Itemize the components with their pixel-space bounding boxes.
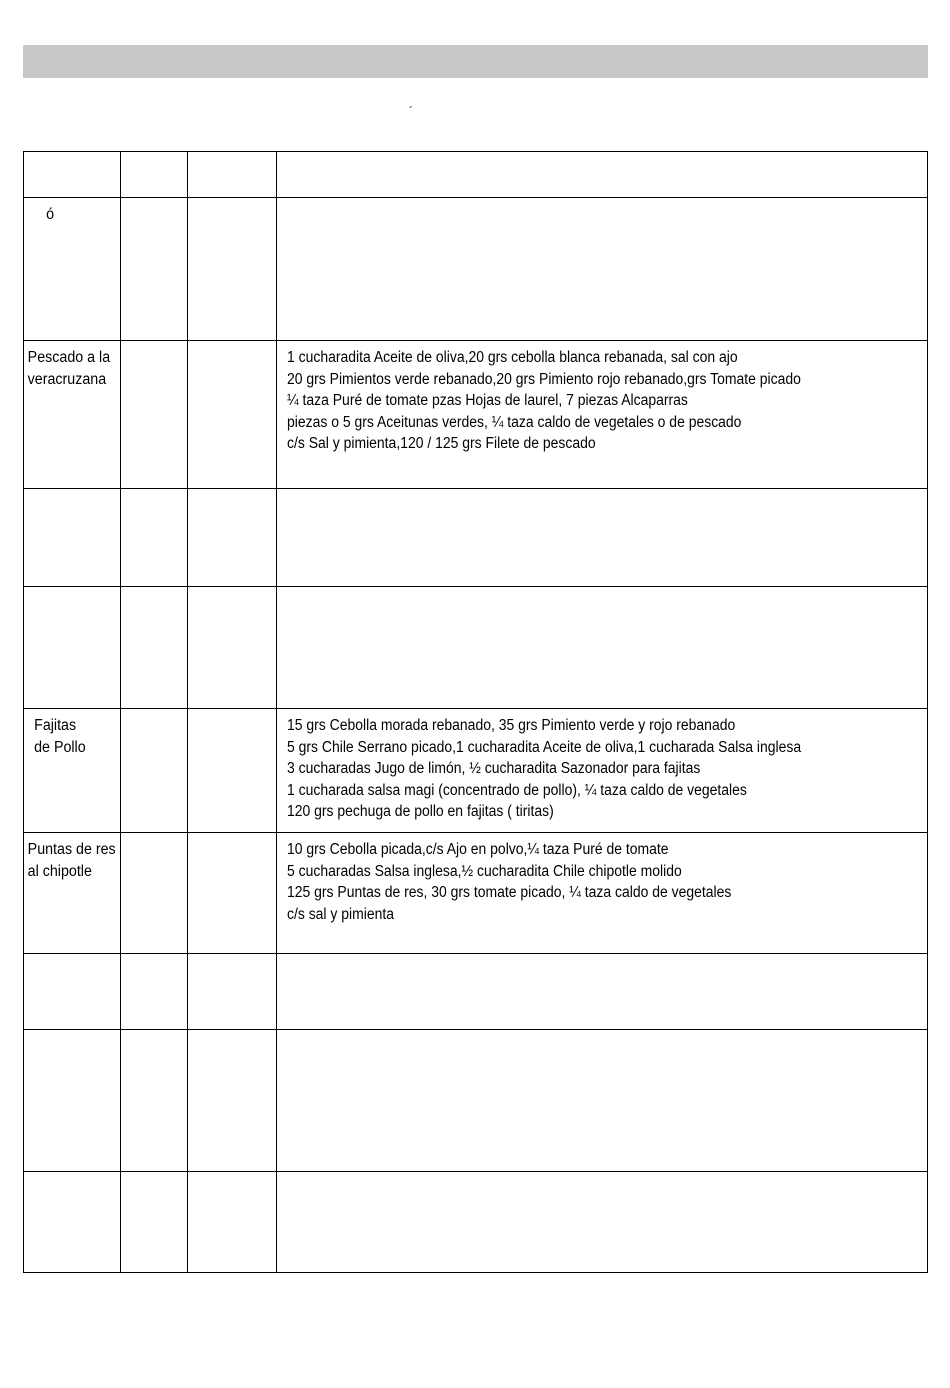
ingredients-cell <box>277 587 928 709</box>
dish-name-cell <box>24 1030 121 1172</box>
header-banner <box>23 45 928 78</box>
dish-name-cell <box>24 587 121 709</box>
table-row <box>24 198 928 341</box>
portion-cell <box>121 1172 188 1273</box>
ingredients-list <box>277 954 927 960</box>
ingredient-line: c/s sal y pimienta <box>287 905 395 923</box>
dish-name-line: Pescado a la <box>27 349 111 366</box>
ingredient-line: 1 cucharada salsa magi (concentrado de pollo), ¼ taza caldo de vegetales <box>287 781 747 799</box>
accent-mark: ´ <box>409 104 413 118</box>
ingredients-list <box>277 1030 927 1036</box>
portion-cell <box>121 152 188 198</box>
dish-name <box>24 1172 112 1178</box>
portion-cell <box>121 1030 188 1172</box>
dish-name-line: de Pollo <box>34 739 86 756</box>
dish-name-cell <box>24 489 121 587</box>
unit-cell <box>188 587 277 709</box>
unit-cell <box>188 954 277 1030</box>
unit-cell <box>188 709 277 833</box>
dish-name-cell <box>24 1172 121 1273</box>
dish-name <box>24 198 112 226</box>
ingredients-list <box>277 152 927 158</box>
unit-cell <box>188 152 277 198</box>
dish-name-line: veracruzana <box>27 371 107 388</box>
ingredient-line: 20 grs Pimientos verde rebanado,20 grs Pimiento rojo rebanado,grs Tomate picado <box>287 370 801 388</box>
table-row <box>24 587 928 709</box>
portion-cell <box>121 341 188 489</box>
table-row <box>24 1030 928 1172</box>
recipe-table <box>23 151 928 1273</box>
dish-name <box>24 709 112 759</box>
dish-name-line: ó <box>46 206 55 223</box>
ingredient-line: 125 grs Puntas de res, 30 grs tomate picado, ¼ taza caldo de vegetales <box>287 884 732 901</box>
unit-cell <box>188 341 277 489</box>
ingredients-list <box>277 1172 927 1178</box>
ingredient-line: 5 cucharadas Salsa inglesa,½ cucharadita Chile chipotle molido <box>287 862 682 880</box>
portion-cell <box>121 954 188 1030</box>
portion-cell <box>121 709 188 833</box>
dish-name <box>24 587 112 593</box>
ingredients-list <box>277 198 927 204</box>
ingredients-cell <box>277 489 928 587</box>
portion-cell <box>121 833 188 954</box>
table-row <box>24 833 928 954</box>
table-row <box>24 341 928 489</box>
dish-name <box>24 489 112 495</box>
dish-name-cell <box>24 833 121 954</box>
ingredients-cell <box>277 954 928 1030</box>
dish-name-cell <box>24 198 121 341</box>
dish-name-line: al chipotle <box>27 863 92 880</box>
dish-name <box>24 341 112 391</box>
unit-cell <box>188 1172 277 1273</box>
unit-cell <box>188 833 277 954</box>
ingredient-line: ¼ taza Puré de tomate pzas Hojas de laurel, 7 piezas Alcaparras <box>287 392 688 409</box>
ingredient-line: 3 cucharadas Jugo de limón, ½ cucharadita Sazonador para fajitas <box>287 760 701 777</box>
dish-name <box>24 1030 112 1036</box>
dish-name <box>24 833 116 883</box>
dish-name-cell <box>24 341 121 489</box>
dish-name <box>24 152 112 158</box>
table-row <box>24 1172 928 1273</box>
table-row <box>24 954 928 1030</box>
portion-cell <box>121 489 188 587</box>
portion-cell <box>121 587 188 709</box>
unit-cell <box>188 489 277 587</box>
ingredients-list <box>277 833 927 925</box>
dish-name-cell <box>24 954 121 1030</box>
ingredients-list <box>277 489 927 495</box>
ingredient-line: 15 grs Cebolla morada rebanado, 35 grs Pimiento verde y rojo rebanado <box>287 717 736 734</box>
dish-name-line: Fajitas <box>34 717 77 734</box>
ingredients-cell <box>277 341 928 489</box>
ingredient-line: 10 grs Cebolla picada,c/s Ajo en polvo,¼ taza Puré de tomate <box>287 841 669 858</box>
table-header-row <box>24 152 928 198</box>
ingredient-line: 120 grs pechuga de pollo en fajitas ( tiritas) <box>287 803 554 820</box>
ingredients-list <box>277 709 927 823</box>
ingredients-cell <box>277 1030 928 1172</box>
dish-name <box>24 954 112 960</box>
dish-name-cell <box>24 709 121 833</box>
ingredient-line: piezas o 5 grs Aceitunas verdes, ¼ taza caldo de vegetales o de pescado <box>287 413 742 431</box>
ingredient-line: 1 cucharadita Aceite de oliva,20 grs cebolla blanca rebanada, sal con ajo <box>287 349 738 366</box>
ingredient-line: 5 grs Chile Serrano picado,1 cucharadita Aceite de oliva,1 cucharada Salsa inglesa <box>287 738 802 756</box>
ingredients-cell <box>277 198 928 341</box>
ingredients-cell <box>277 152 928 198</box>
ingredient-line: c/s Sal y pimienta,120 / 125 grs Filete de pescado <box>287 435 596 452</box>
unit-cell <box>188 1030 277 1172</box>
portion-cell <box>121 198 188 341</box>
ingredients-cell <box>277 1172 928 1273</box>
dish-name-line: Puntas de res <box>27 841 116 858</box>
ingredients-list <box>277 587 927 593</box>
table-row <box>24 489 928 587</box>
ingredients-cell <box>277 833 928 954</box>
unit-cell <box>188 198 277 341</box>
ingredients-list <box>277 341 927 455</box>
table-row <box>24 709 928 833</box>
ingredients-cell <box>277 709 928 833</box>
dish-name-cell <box>24 152 121 198</box>
